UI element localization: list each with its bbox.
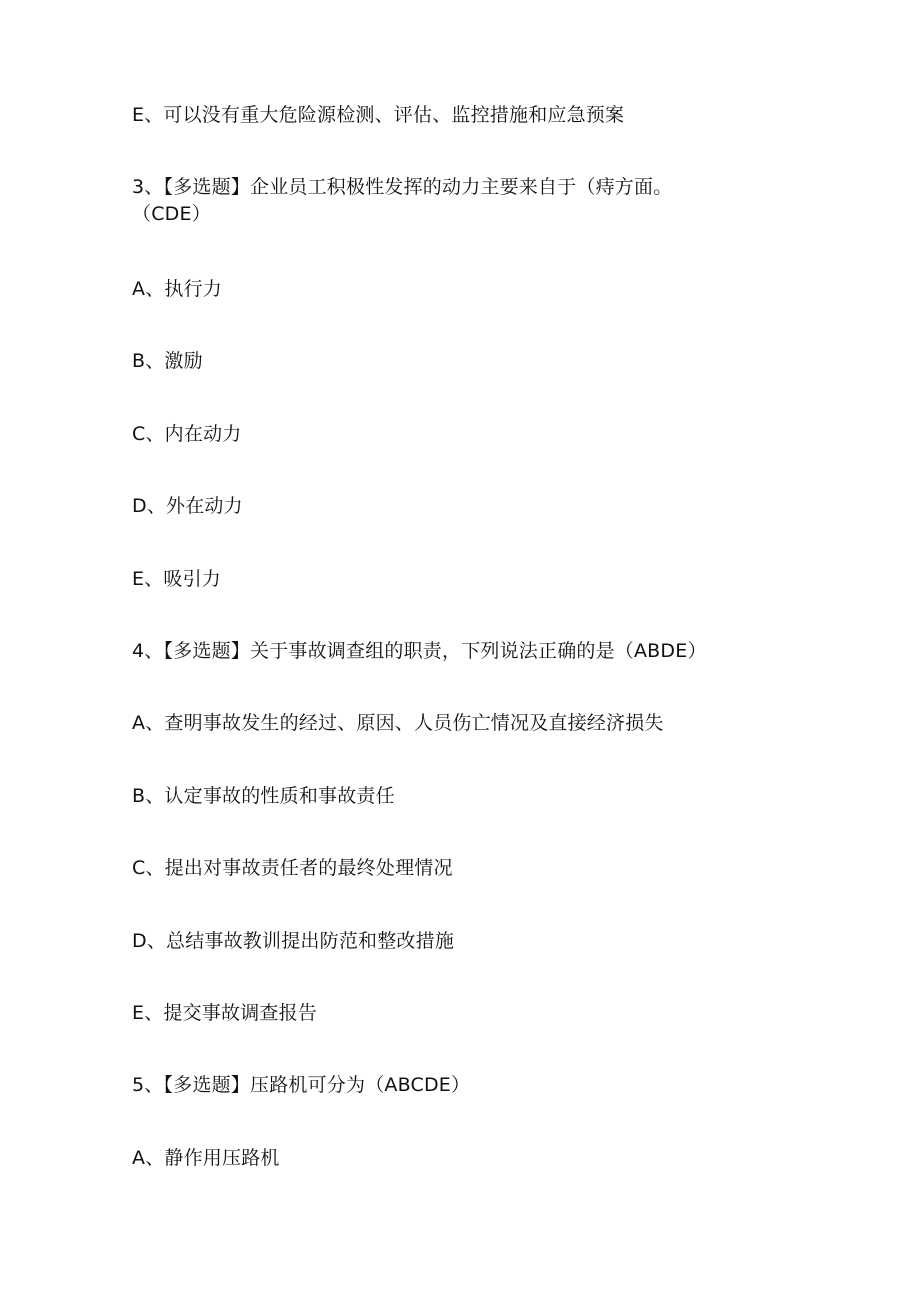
q4-question: 4、【多选题】关于事故调查组的职责，下列说法正确的是（ABDE） xyxy=(132,640,707,662)
q4-option-d: D、总结事故教训提出防范和整改措施 xyxy=(132,930,455,952)
q4-option-e: E、提交事故调查报告 xyxy=(132,1002,318,1024)
q5-question: 5、【多选题】压路机可分为（ABCDE） xyxy=(132,1074,471,1096)
q5-option-a: A、静作用压路机 xyxy=(132,1147,280,1169)
q3-option-d: D、外在动力 xyxy=(132,495,243,517)
q2-option-e: E、可以没有重大危险源检测、评估、监控措施和应急预案 xyxy=(132,104,625,126)
q3-option-e: E、吸引力 xyxy=(132,568,222,590)
q3-question: 3、【多选题】企业员工积极性发挥的动力主要来自于（痔方面。 xyxy=(132,176,673,198)
q3-option-c: C、内在动力 xyxy=(132,423,242,445)
q4-option-b: B、认定事故的性质和事故责任 xyxy=(132,785,395,807)
q4-option-a: A、查明事故发生的经过、原因、人员伤亡情况及直接经济损失 xyxy=(132,712,664,734)
q4-option-c: C、提出对事故责任者的最终处理情况 xyxy=(132,857,453,879)
q3-answer: （CDE） xyxy=(132,203,211,225)
q3-option-b: B、激励 xyxy=(132,350,203,372)
q3-option-a: A、执行力 xyxy=(132,278,222,300)
